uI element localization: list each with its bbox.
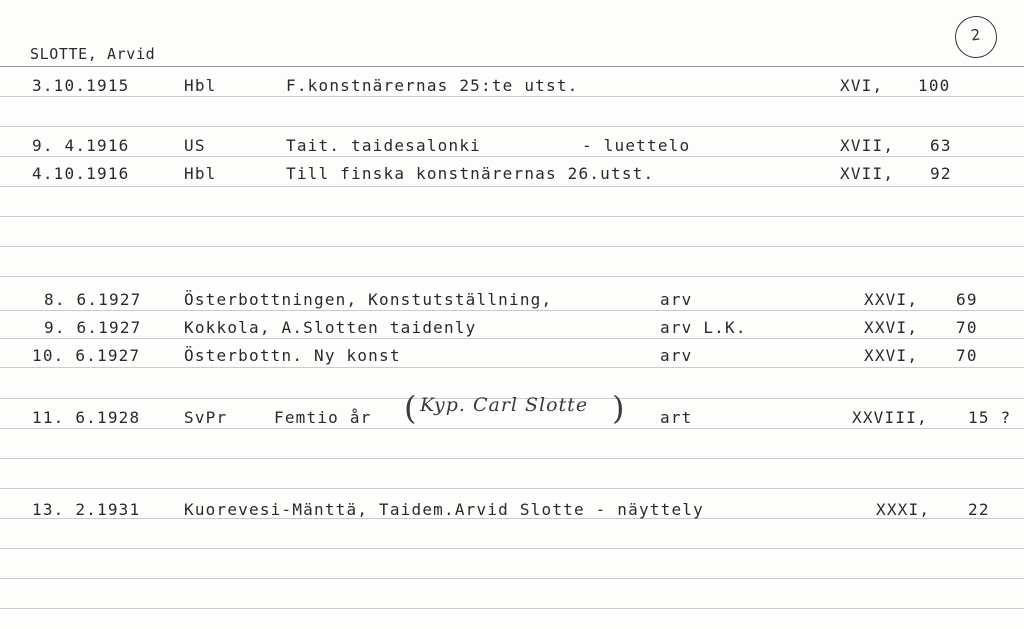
ruled-line [0, 66, 1024, 67]
ruled-line [0, 310, 1024, 311]
handwritten-annotation: Kyp. Carl Slotte [420, 394, 589, 416]
entry-volume: XVII, [840, 136, 895, 155]
entry-title: F.konstnärernas 25:te utst. [286, 76, 579, 95]
ruled-line [0, 608, 1024, 609]
entry-source: US [184, 136, 206, 155]
card-title: SLOTTE, Arvid [30, 45, 156, 63]
ruled-line [0, 246, 1024, 247]
ruled-line [0, 428, 1024, 429]
ruled-line [0, 186, 1024, 187]
entry-date: 13. 2.1931 [32, 500, 141, 519]
entry-type: arv [660, 290, 693, 309]
entry-page: 92 [930, 164, 952, 183]
ruled-line [0, 338, 1024, 339]
entry-page: 69 [956, 290, 978, 309]
entry-page: 70 [956, 318, 978, 337]
ruled-line [0, 458, 1024, 459]
entry-source: Hbl [184, 164, 217, 183]
entry-date: 8. 6.1927 [44, 290, 142, 309]
entry-type: arv [660, 346, 693, 365]
entry-page: 22 [968, 500, 990, 519]
entry-extra: - luettelo [582, 136, 691, 155]
ruled-line [0, 578, 1024, 579]
entry-title: Till finska konstnärernas 26.utst. [286, 164, 655, 183]
entry-source: Österbottningen, Konstutställning, [184, 290, 553, 309]
entry-page: 70 [956, 346, 978, 365]
entry-title: Femtio år [274, 408, 372, 427]
entry-date: 11. 6.1928 [32, 408, 141, 427]
card-number: 2 [969, 25, 982, 45]
ruled-line [0, 276, 1024, 277]
entry-volume: XXXI, [876, 500, 931, 519]
entry-page: 63 [930, 136, 952, 155]
entry-source: Hbl [184, 76, 217, 95]
entry-date: 9. 6.1927 [44, 318, 142, 337]
entry-volume: XXVI, [864, 318, 919, 337]
ruled-line [0, 488, 1024, 489]
ruled-line [0, 126, 1024, 127]
entry-date: 9. 4.1916 [32, 136, 130, 155]
entry-source: Österbottn. Ny konst [184, 346, 401, 365]
entry-date: 3.10.1915 [32, 76, 130, 95]
ruled-line [0, 96, 1024, 97]
entry-volume: XXVIII, [852, 408, 928, 427]
entry-date: 4.10.1916 [32, 164, 130, 183]
entry-volume: XVI, [840, 76, 884, 95]
entry-page: 100 [918, 76, 951, 95]
handwritten-open-paren: ( [404, 389, 417, 427]
entry-source: SvPr [184, 408, 228, 427]
entry-volume: XXVI, [864, 290, 919, 309]
entry-volume: XVII, [840, 164, 895, 183]
card-number-circle [952, 13, 999, 60]
ruled-line [0, 156, 1024, 157]
entry-type: arv L.K. [660, 318, 747, 337]
entry-volume: XXVI, [864, 346, 919, 365]
entry-date: 10. 6.1927 [32, 346, 141, 365]
ruled-line [0, 367, 1024, 368]
handwritten-close-paren: ) [612, 389, 625, 427]
entry-type: art [660, 408, 693, 427]
entry-source: Kokkola, A.Slotten taidenly [184, 318, 477, 337]
ruled-line [0, 548, 1024, 549]
entry-title: Tait. taidesalonki [286, 136, 481, 155]
entry-source: Kuorevesi-Mänttä, Taidem.Arvid Slotte - näyttely [184, 500, 704, 519]
ruled-line [0, 216, 1024, 217]
entry-page: 15 ? [968, 408, 1012, 427]
